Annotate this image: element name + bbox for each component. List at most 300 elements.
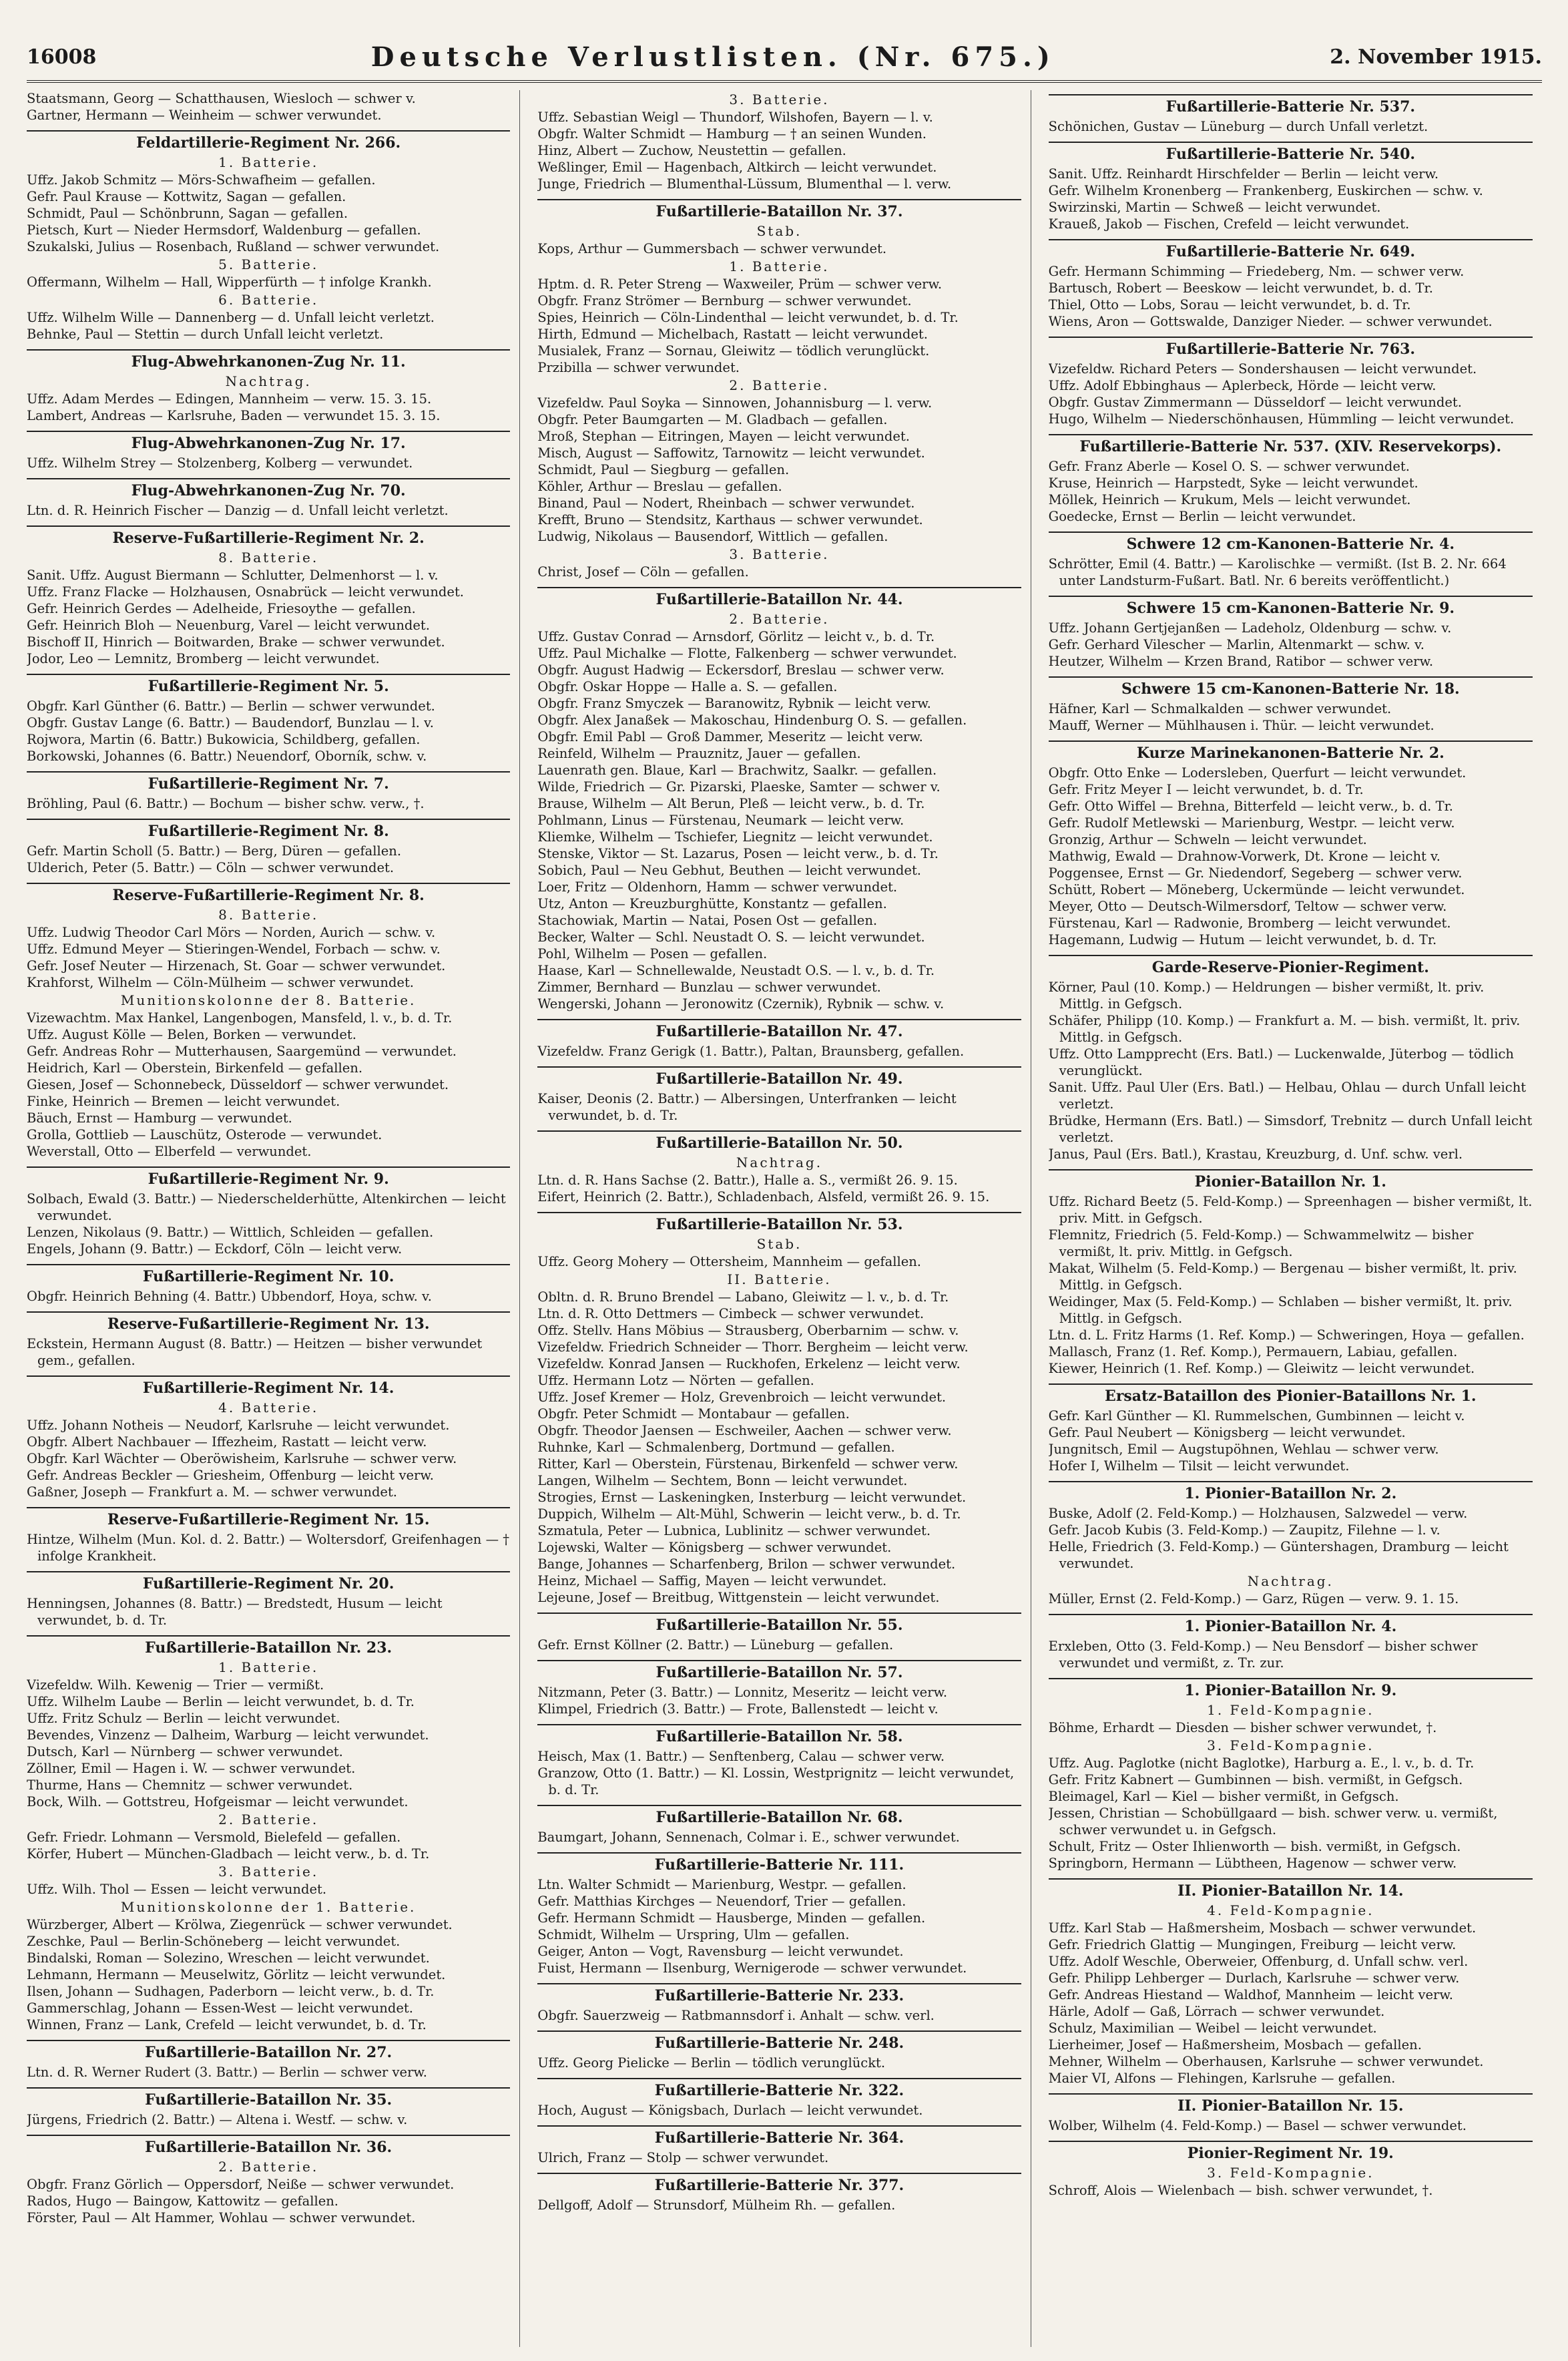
- casualty-entry: Gaßner, Joseph — Frankfurt a. M. — schwer verwundet.: [27, 1484, 397, 1500]
- unit-heading: Flug-Abwehrkanonen-Zug Nr. 17.: [27, 431, 510, 452]
- casualty-entry: Mroß, Stephan — Eitringen, Mayen — leicht verwundet.: [537, 429, 910, 444]
- unit-heading: Pionier-Bataillon Nr. 1.: [1049, 1169, 1533, 1191]
- casualty-entry: Uffz. August Kölle — Belen, Borken — verwundet.: [27, 1027, 356, 1042]
- casualty-entry: Uffz. Wilh. Thol — Essen — leicht verwundet.: [27, 1882, 327, 1897]
- casualty-entry: Körner, Paul (10. Komp.) — Heldrungen — bisher vermißt, lt. priv. Mittlg. in Gefgsch.: [1048, 980, 1485, 1012]
- casualty-entry: Vizefeldw. Wilh. Kewenig — Trier — vermißt.: [27, 1677, 324, 1693]
- casualty-entry: Mallasch, Franz (1. Ref. Komp.), Permauern, Labiau, gefallen.: [1048, 1344, 1458, 1359]
- unit-section: [537, 2078, 1021, 2119]
- unit-heading: Fußartillerie-Regiment Nr. 9.: [27, 1166, 510, 1188]
- casualty-entry: Hoch, August — Königsbach, Durlach — leicht verwundet.: [537, 2103, 923, 2118]
- casualty-entry: Jessen, Christian — Schobüllgaard — bish. schwer verw. u. vermißt, schwer verwundet u. in Gefgsch.: [1048, 1805, 1498, 1838]
- casualty-entry: Hagemann, Ludwig — Hutum — leicht verwundet, b. d. Tr.: [1048, 932, 1437, 947]
- casualty-entry: Gefr. Friedr. Lohmann — Versmold, Bielefeld — gefallen.: [27, 1830, 401, 1845]
- casualty-entry: Sanit. Uffz. August Biermann — Schlutter, Delmenhorst — l. v.: [27, 568, 439, 583]
- page-number: 16008: [27, 45, 97, 69]
- casualty-entry: Ltn. Walter Schmidt — Marienburg, Westpr. — gefallen.: [537, 1877, 906, 1892]
- subunit-heading: II. Batterie.: [727, 1271, 832, 1287]
- casualty-entry: Obgfr. Oskar Hoppe — Halle a. S. — gefallen.: [537, 679, 838, 694]
- unit-section: [537, 1852, 1021, 1976]
- casualty-entry: Ulrich, Franz — Stolp — schwer verwundet.: [537, 2150, 829, 2165]
- casualty-entry: Misch, August — Saffowitz, Tarnowitz — leicht verwundet.: [537, 445, 925, 461]
- casualty-entry: Granzow, Otto (1. Battr.) — Kl. Lossin, Westprignitz — leicht verwundet, b. d. Tr.: [537, 1765, 1015, 1797]
- casualty-entry: Uffz. Johann Notheis — Neudorf, Karlsruhe — leicht verwundet.: [27, 1418, 450, 1433]
- casualty-entry: Utz, Anton — Kreuzburghütte, Konstantz — gefallen.: [537, 896, 887, 911]
- casualty-entry: Ltn. d. R. Otto Dettmers — Cimbeck — schwer verwundet.: [537, 1306, 925, 1321]
- subunit-heading: Munitionskolonne der 8. Batterie.: [120, 992, 417, 1008]
- unit-heading: Fußartillerie-Regiment Nr. 10.: [27, 1264, 510, 1285]
- casualty-entry: Gefr. Gerhard Vilescher — Marlin, Altenmarkt — schw. v.: [1048, 637, 1424, 652]
- casualty-entry: Lierheimer, Josef — Haßmersheim, Mosbach — gefallen.: [1048, 2037, 1422, 2053]
- text-column: [27, 90, 520, 2347]
- unit-heading: Feldartillerie-Regiment Nr. 266.: [27, 130, 510, 152]
- unit-section: [537, 1212, 1021, 1606]
- casualty-entry: Heidrich, Karl — Oberstein, Birkenfeld — gefallen.: [27, 1060, 363, 1076]
- casualty-entry: Meyer, Otto — Deutsch-Wilmersdorf, Teltow — schwer verw.: [1048, 899, 1447, 914]
- casualty-entry: Jungnitsch, Emil — Augstupöhnen, Wehlau — schwer verw.: [1048, 1442, 1439, 1457]
- casualty-entry: Vizewachtm. Max Hankel, Langenbogen, Mansfeld, l. v., b. d. Tr.: [27, 1010, 453, 1026]
- subunit-heading: 1. Batterie.: [218, 1659, 319, 1675]
- newspaper-title: [371, 41, 1055, 73]
- unit-heading: Fußartillerie-Bataillon Nr. 37.: [537, 199, 1021, 220]
- casualty-entry: Kaiser, Deonis (2. Battr.) — Albersingen, Unterfranken — leicht verwundet, b. d. Tr.: [537, 1091, 957, 1123]
- unit-section: [1049, 2093, 1533, 2134]
- casualty-entry: Gefr. Fritz Meyer I — leicht verwundet, b. d. Tr.: [1048, 782, 1364, 797]
- unit-section: [1049, 1678, 1533, 1872]
- unit-section: [1049, 94, 1533, 135]
- casualty-entry: Gefr. Jacob Kubis (3. Feld-Komp.) — Zaupitz, Filehne — l. v.: [1048, 1522, 1441, 1538]
- casualty-entry: Obgfr. Heinrich Behning (4. Battr.) Ubbendorf, Hoya, schw. v.: [27, 1289, 432, 1304]
- casualty-entry: Zeschke, Paul — Berlin-Schöneberg — leicht verwundet.: [27, 1934, 401, 1949]
- unit-section: [1049, 596, 1533, 670]
- casualty-entry: Uffz. Gustav Conrad — Arnsdorf, Görlitz — leicht v., b. d. Tr.: [537, 629, 935, 644]
- unit-heading: Fußartillerie-Batterie Nr. 233.: [537, 1983, 1021, 2004]
- casualty-entry: Uffz. Ludwig Theodor Carl Mörs — Norden, Aurich — schw. v.: [27, 925, 436, 940]
- casualty-entry: Uffz. Hermann Lotz — Nörten — gefallen.: [537, 1373, 814, 1388]
- casualty-entry: Vizefeldw. Richard Peters — Sondershausen — leicht verwundet.: [1048, 361, 1477, 377]
- casualty-entry: Wengerski, Johann — Jeronowitz (Czernik), Rybnik — schw. v.: [537, 996, 945, 1012]
- text-column: [1049, 90, 1542, 2347]
- casualty-entry: Obgfr. August Hadwig — Eckersdorf, Breslau — schwer verw.: [537, 662, 945, 678]
- casualty-entry: Gefr. Josef Neuter — Hirzenach, St. Goar — schwer verwundet.: [27, 958, 446, 974]
- casualty-entry: Uffz. Otto Lampprecht (Ers. Batl.) — Luckenwalde, Jüterbog — tödlich verunglückt.: [1048, 1046, 1514, 1078]
- subunit-heading: 3. Batterie.: [729, 91, 830, 108]
- casualty-entry: Obgfr. Karl Günther (6. Battr.) — Berlin — schwer verwundet.: [27, 698, 435, 714]
- casualty-entry: Schrötter, Emil (4. Battr.) — Karolischke — vermißt. (Ist B. 2. Nr. 664 unter Landsturm-Fußart. Batl. Nr. 6 bereits veröffentlicht.): [1048, 556, 1507, 588]
- unit-heading: Fußartillerie-Bataillon Nr. 57.: [537, 1660, 1021, 1681]
- unit-section: [27, 2040, 510, 2081]
- casualty-entry: Mauff, Werner — Mühlhausen i. Thür. — leicht verwundet.: [1048, 718, 1434, 733]
- subunit-heading: 4. Feld-Kompagnie.: [1207, 1902, 1374, 1918]
- casualty-entry: Gefr. Paul Neubert — Königsberg — leicht verwundet.: [1048, 1425, 1406, 1440]
- unit-section: [27, 883, 510, 1160]
- subunit-heading: 2. Batterie.: [729, 611, 830, 627]
- casualty-entry: Thurme, Hans — Chemnitz — schwer verwundet.: [27, 1777, 353, 1793]
- casualty-entry: Uffz. Edmund Meyer — Stieringen-Wendel, Forbach — schw. v.: [27, 941, 441, 957]
- casualty-entry: Pohlmann, Linus — Fürstenau, Neumark — leicht verw.: [537, 813, 904, 828]
- casualty-entry: Goedecke, Ernst — Berlin — leicht verwundet.: [1048, 509, 1356, 524]
- unit-section: [1049, 676, 1533, 734]
- casualty-entry: Gefr. Philipp Lehberger — Durlach, Karlsruhe — schwer verw.: [1048, 1970, 1460, 1986]
- casualty-entry: Uffz. Wilhelm Strey — Stolzenberg, Kolberg — verwundet.: [27, 455, 413, 471]
- casualty-entry: Winnen, Franz — Lank, Crefeld — leicht verwundet, b. d. Tr.: [27, 2017, 427, 2032]
- unit-section: [1049, 1169, 1533, 1377]
- subunit-heading: 6. Batterie.: [218, 292, 319, 308]
- casualty-entry: Lehmann, Hermann — Meuselwitz, Görlitz — leicht verwundet.: [27, 1967, 446, 1982]
- unit-heading: Fußartillerie-Bataillon Nr. 50.: [537, 1130, 1021, 1152]
- casualty-entry: Obgfr. Gustav Lange (6. Battr.) — Baudendorf, Bunzlau — l. v.: [27, 715, 434, 730]
- casualty-entry: Maier VI, Alfons — Flehingen, Karlsruhe — gefallen.: [1048, 2071, 1396, 2086]
- subunit-heading: Nachtrag.: [1247, 1573, 1334, 1589]
- casualty-entry: Eckstein, Hermann August (8. Battr.) — Heitzen — bisher verwundet gem., gefallen.: [27, 1336, 483, 1368]
- casualty-entry: Obltn. d. R. Bruno Brendel — Labano, Gleiwitz — l. v., b. d. Tr.: [537, 1289, 949, 1305]
- unit-heading: Reserve-Fußartillerie-Regiment Nr. 13.: [27, 1311, 510, 1333]
- unit-section: [1049, 1383, 1533, 1474]
- subunit-heading: 3. Batterie.: [729, 546, 830, 562]
- unit-section: [27, 349, 510, 424]
- unit-section: [1049, 337, 1533, 427]
- unit-section: [537, 1066, 1021, 1124]
- casualty-entry: Geiger, Anton — Vogt, Ravensburg — leicht verwundet.: [537, 1944, 904, 1959]
- subunit-heading: Munitionskolonne der 1. Batterie.: [120, 1899, 417, 1915]
- casualty-entry: Gefr. Rudolf Metlewski — Marienburg, Westpr. — leicht verw.: [1048, 815, 1455, 831]
- unit-section: [537, 91, 1021, 192]
- unit-section: [27, 674, 510, 765]
- casualty-entry: Hirth, Edmund — Michelbach, Rastatt — leicht verwundet.: [537, 327, 928, 342]
- casualty-entry: Obgfr. Franz Smyczek — Baranowitz, Rybnik — leicht verw.: [537, 696, 931, 711]
- casualty-entry: Staatsmann, Georg — Schatthausen, Wiesloch — schwer v.: [27, 91, 416, 106]
- unit-section: [1049, 239, 1533, 330]
- casualty-entry: Uffz. Karl Stab — Haßmersheim, Mosbach — schwer verwundet.: [1048, 1920, 1477, 1936]
- unit-section: [1049, 1614, 1533, 1671]
- casualty-entry: Uffz. Paul Michalke — Flotte, Falkenberg — schwer verwundet.: [537, 646, 957, 661]
- subunit-heading: Nachtrag.: [736, 1154, 823, 1170]
- casualty-entry: Becker, Walter — Schl. Neustadt O. S. — leicht verwundet.: [537, 929, 925, 945]
- subunit-heading: Nachtrag.: [225, 373, 312, 389]
- casualty-entry: Pohl, Wilhelm — Posen — gefallen.: [537, 946, 768, 961]
- subunit-heading: Stab.: [756, 223, 802, 239]
- casualty-entry: Offermann, Wilhelm — Hall, Wipperfürth — † infolge Krankh.: [27, 274, 432, 290]
- casualty-entry: Junge, Friedrich — Blumenthal-Lüssum, Blumenthal — l. verw.: [537, 176, 952, 192]
- casualty-entry: Hugo, Wilhelm — Niederschönhausen, Hümmling — leicht verwundet.: [1048, 411, 1515, 427]
- casualty-entry: Dellgoff, Adolf — Strunsdorf, Mülheim Rh. — gefallen.: [537, 2197, 896, 2213]
- casualty-entry: Uffz. Richard Beetz (5. Feld-Komp.) — Spreenhagen — bisher vermißt, lt. priv. Mitt. in Gefgsch.: [1048, 1194, 1533, 1226]
- casualty-entry: Fürstenau, Karl — Radwonie, Bromberg — leicht verwundet.: [1048, 915, 1451, 931]
- unit-section: [537, 2125, 1021, 2166]
- casualty-entry: Uffz. Adolf Weschle, Oberweier, Offenburg, d. Unfall schw. verl.: [1048, 1954, 1469, 1969]
- casualty-entry: Obgfr. Franz Görlich — Oppersdorf, Neiße — schwer verwundet.: [27, 2177, 455, 2192]
- casualty-entry: Szmatula, Peter — Lubnica, Lublinitz — schwer verwundet.: [537, 1523, 931, 1538]
- subunit-heading: 3. Feld-Kompagnie.: [1207, 2165, 1374, 2181]
- casualty-entry: Uffz. Jakob Schmitz — Mörs-Schwafheim — gefallen.: [27, 172, 376, 188]
- unit-heading: Ersatz-Bataillon des Pionier-Bataillons Nr. 1.: [1049, 1383, 1533, 1405]
- casualty-entry: Bröhling, Paul (6. Battr.) — Bochum — bisher schw. verw., †.: [27, 796, 425, 811]
- casualty-entry: Behnke, Paul — Stettin — durch Unfall leicht verletzt.: [27, 327, 384, 342]
- casualty-entry: Erxleben, Otto (3. Feld-Komp.) — Neu Bensdorf — bisher schwer verwundet und vermißt, z. Tr. zur.: [1048, 1639, 1478, 1671]
- unit-heading: Reserve-Fußartillerie-Regiment Nr. 15.: [27, 1507, 510, 1528]
- casualty-entry: Uffz. Georg Pielicke — Berlin — tödlich verunglückt.: [537, 2055, 886, 2071]
- casualty-entry: Poggensee, Ernst — Gr. Niedendorf, Segeberg — schwer verw.: [1048, 865, 1463, 881]
- unit-heading: Fußartillerie-Batterie Nr. 364.: [537, 2125, 1021, 2147]
- unit-section: [1049, 2141, 1533, 2199]
- unit-heading: Fußartillerie-Bataillon Nr. 55.: [537, 1613, 1021, 1634]
- casualty-entry: Obgfr. Alex Janaßek — Makoschau, Hindenburg O. S. — gefallen.: [537, 712, 967, 728]
- casualty-entry: Uffz. Fritz Schulz — Berlin — leicht verwundet.: [27, 1711, 340, 1726]
- casualty-entry: Mehner, Wilhelm — Oberhausen, Karlsruhe — schwer verwundet.: [1048, 2054, 1484, 2069]
- casualty-entry: Obgfr. Gustav Zimmermann — Düsseldorf — leicht verwundet.: [1048, 395, 1462, 410]
- casualty-entry: Kruse, Heinrich — Harpstedt, Syke — leicht verwundet.: [1048, 475, 1418, 491]
- casualty-entry: Kraueß, Jakob — Fischen, Crefeld — leicht verwundet.: [1048, 216, 1410, 232]
- casualty-entry: Uffz. Adam Merdes — Edingen, Mannheim — verw. 15. 3. 15.: [27, 391, 432, 407]
- casualty-entry: Brause, Wilhelm — Alt Berun, Pleß — leicht verw., b. d. Tr.: [537, 796, 925, 811]
- casualty-entry: Köhler, Arthur — Breslau — gefallen.: [537, 479, 782, 494]
- casualty-entry: Hofer I, Wilhelm — Tilsit — leicht verwundet.: [1048, 1458, 1350, 1474]
- unit-heading: Flug-Abwehrkanonen-Zug Nr. 11.: [27, 349, 510, 371]
- unit-heading: Fußartillerie-Batterie Nr. 537.: [1049, 94, 1533, 116]
- casualty-entry: Schulz, Maximilian — Weibel — leicht verwundet.: [1048, 2020, 1377, 2036]
- unit-heading: Fußartillerie-Batterie Nr. 322.: [537, 2078, 1021, 2099]
- subunit-heading: 4. Batterie.: [218, 1400, 319, 1416]
- casualty-entry: Uffz. Johann Gertjejanßen — Ladeholz, Oldenburg — schw. v.: [1048, 620, 1452, 636]
- casualty-entry: Gefr. Matthias Kirchges — Neuendorf, Trier — gefallen.: [537, 1894, 906, 1909]
- casualty-entry: Uffz. Adolf Ebbinghaus — Aplerbeck, Hörde — leicht verw.: [1048, 378, 1436, 393]
- casualty-entry: Zimmer, Bernhard — Bunzlau — schwer verwundet.: [537, 980, 881, 995]
- casualty-entry: Springborn, Hermann — Lübtheen, Hagenow — schwer verw.: [1048, 1856, 1457, 1871]
- casualty-entry: Uffz. Josef Kremer — Holz, Grevenbroich — leicht verwundet.: [537, 1389, 947, 1405]
- casualty-entry: Weidinger, Max (5. Feld-Komp.) — Schlaben — bisher vermißt, lt. priv. Mittlg. in Gefgsch.: [1048, 1294, 1513, 1326]
- unit-section: [537, 1660, 1021, 1717]
- casualty-entry: Loer, Fritz — Oldenhorn, Hamm — schwer verwundet.: [537, 879, 898, 895]
- unit-heading: Fußartillerie-Batterie Nr. 649.: [1049, 239, 1533, 260]
- casualty-entry: Gefr. Friedrich Glattig — Mungingen, Freiburg — leicht verw.: [1048, 1937, 1457, 1952]
- unit-heading: Fußartillerie-Regiment Nr. 14.: [27, 1375, 510, 1397]
- casualty-entry: Reinfeld, Wilhelm — Prauznitz, Jauer — gefallen.: [537, 746, 861, 761]
- unit-heading: Schwere 12 cm-Kanonen-Batterie Nr. 4.: [1049, 531, 1533, 553]
- casualty-entry: Bischoff II, Hinrich — Boitwarden, Brake — schwer verwundet.: [27, 634, 445, 650]
- casualty-entry: Kiewer, Heinrich (1. Ref. Komp.) — Gleiwitz — leicht verwundet.: [1048, 1361, 1475, 1376]
- subunit-heading: 1. Batterie.: [729, 258, 830, 274]
- subunit-heading: 1. Feld-Kompagnie.: [1207, 1702, 1374, 1718]
- subunit-heading: 2. Batterie.: [218, 1811, 319, 1828]
- casualty-entry: Rados, Hugo — Baingow, Kattowitz — gefallen.: [27, 2193, 338, 2209]
- casualty-entry: Lojewski, Walter — Königsberg — schwer verwundet.: [537, 1540, 892, 1555]
- unit-heading: Kurze Marinekanonen-Batterie Nr. 2.: [1049, 740, 1533, 762]
- unit-section: [27, 1635, 510, 2033]
- unit-heading: Schwere 15 cm-Kanonen-Batterie Nr. 18.: [1049, 676, 1533, 698]
- unit-section: [537, 1805, 1021, 1846]
- casualty-entry: Gefr. Martin Scholl (5. Battr.) — Berg, Düren — gefallen.: [27, 843, 402, 859]
- unit-heading: Fußartillerie-Bataillon Nr. 53.: [537, 1212, 1021, 1233]
- casualty-entry: Hinz, Albert — Zuchow, Neustettin — gefallen.: [537, 143, 846, 158]
- subunit-heading: 1. Batterie.: [218, 154, 319, 170]
- casualty-entry: Spies, Heinrich — Cöln-Lindenthal — leicht verwundet, b. d. Tr.: [537, 310, 959, 325]
- casualty-entry: Obgfr. Peter Baumgarten — M. Gladbach — gefallen.: [537, 412, 888, 427]
- unit-heading: Fußartillerie-Bataillon Nr. 44.: [537, 587, 1021, 608]
- casualty-entry: Schmidt, Wilhelm — Urspring, Ulm — gefallen.: [537, 1927, 850, 1942]
- casualty-entry: Ltn. d. R. Werner Rudert (3. Battr.) — Berlin — schwer verw.: [27, 2065, 427, 2080]
- casualty-entry: Borkowski, Johannes (6. Battr.) Neuendorf, Oborník, schw. v.: [27, 748, 427, 764]
- unit-heading: 1. Pionier-Bataillon Nr. 2.: [1049, 1481, 1533, 1502]
- casualty-entry: Bock, Wilh. — Gottstreu, Hofgeismar — leicht verwundet.: [27, 1794, 409, 1809]
- casualty-entry: Dutsch, Karl — Nürnberg — schwer verwundet.: [27, 1744, 343, 1759]
- unit-section: [27, 2087, 510, 2128]
- casualty-entry: Lenzen, Nikolaus (9. Battr.) — Wittlich, Schleiden — gefallen.: [27, 1225, 434, 1240]
- text-column: [537, 90, 1031, 2347]
- unit-section: [27, 1264, 510, 1305]
- subunit-heading: 8. Batterie.: [218, 550, 319, 566]
- unit-heading: Fußartillerie-Bataillon Nr. 36.: [27, 2135, 510, 2156]
- unit-heading: Fußartillerie-Batterie Nr. 763.: [1049, 337, 1533, 358]
- casualty-entry: Gefr. Karl Günther — Kl. Rummelschen, Gumbinnen — leicht v.: [1048, 1408, 1465, 1424]
- unit-heading: Fußartillerie-Batterie Nr. 537. (XIV. Reservekorps).: [1049, 434, 1533, 455]
- subunit-heading: 2. Batterie.: [729, 377, 830, 393]
- unit-section: [537, 1019, 1021, 1060]
- casualty-entry: Gefr. Franz Aberle — Kosel O. S. — schwer verwundet.: [1048, 459, 1410, 474]
- casualty-entry: Bange, Johannes — Scharfenberg, Brilon — schwer verwundet.: [537, 1556, 956, 1572]
- casualty-entry: Ltn. d. R. Heinrich Fischer — Danzig — d. Unfall leicht verletzt.: [27, 503, 449, 518]
- casualty-entry: Förster, Paul — Alt Hammer, Wohlau — schwer verwundet.: [27, 2210, 416, 2225]
- casualty-entry: Schroff, Alois — Wielenbach — bish. schwer verwundet, †.: [1048, 2183, 1433, 2198]
- casualty-entry: Bäuch, Ernst — Hamburg — verwundet.: [27, 1110, 292, 1126]
- casualty-entry: Stenske, Viktor — St. Lazarus, Posen — leicht verw., b. d. Tr.: [537, 846, 939, 861]
- casualty-entry: Ilsen, Johann — Sudhagen, Paderborn — leicht verw., b. d. Tr.: [27, 1984, 435, 1999]
- casualty-entry: Gefr. Ernst Köllner (2. Battr.) — Lüneburg — gefallen.: [537, 1637, 894, 1653]
- casualty-entry: Musialek, Franz — Sornau, Gleiwitz — tödlich verunglückt.: [537, 343, 930, 359]
- unit-section: [1049, 1878, 1533, 2087]
- unit-heading: Fußartillerie-Batterie Nr. 111.: [537, 1852, 1021, 1874]
- casualty-entry: Uffz. Sebastian Weigl — Thundorf, Wilshofen, Bayern — l. v.: [537, 110, 933, 125]
- casualty-entry: Baumgart, Johann, Sennenach, Colmar i. E., schwer verwundet.: [537, 1830, 960, 1845]
- casualty-entry: Ulderich, Peter (5. Battr.) — Cöln — schwer verwundet.: [27, 860, 395, 875]
- casualty-entry: Rojwora, Martin (6. Battr.) Bukowicia, Schildberg, gefallen.: [27, 732, 421, 747]
- unit-heading: Fußartillerie-Bataillon Nr. 27.: [27, 2040, 510, 2061]
- casualty-entry: Christ, Josef — Cöln — gefallen.: [537, 564, 749, 580]
- subunit-heading: 2. Batterie.: [218, 2159, 319, 2175]
- unit-heading: 1. Pionier-Bataillon Nr. 9.: [1049, 1678, 1533, 1699]
- casualty-entry: Bleimagel, Karl — Kiel — bisher vermißt, in Gefgsch.: [1048, 1789, 1399, 1804]
- casualty-entry: Mathwig, Ewald — Drahnow-Vorwerk, Dt. Krone — leicht v.: [1048, 849, 1441, 864]
- casualty-entry: Bindalski, Roman — Solezino, Wreschen — leicht verwundet.: [27, 1950, 430, 1966]
- unit-section: [27, 1375, 510, 1500]
- casualty-entry: Lambert, Andreas — Karlsruhe, Baden — verwundet 15. 3. 15.: [27, 408, 441, 423]
- unit-section: [537, 2030, 1021, 2071]
- unit-heading: 1. Pionier-Bataillon Nr. 4.: [1049, 1614, 1533, 1635]
- casualty-entry: Ritter, Karl — Oberstein, Fürstenau, Birkenfeld — schwer verw.: [537, 1456, 959, 1472]
- casualty-entry: Uffz. Aug. Paglotke (nicht Baglotke), Harburg a. E., l. v., b. d. Tr.: [1048, 1755, 1475, 1771]
- casualty-entry: Körfer, Hubert — München-Gladbach — leicht verw., b. d. Tr.: [27, 1846, 430, 1862]
- casualty-entry: Vizefeldw. Franz Gerigk (1. Battr.), Paltan, Braunsberg, gefallen.: [537, 1044, 965, 1059]
- casualty-entry: Schönichen, Gustav — Lüneburg — durch Unfall verletzt.: [1048, 119, 1428, 134]
- casualty-entry: Gefr. Andreas Hiestand — Waldhof, Mannheim — leicht verw.: [1048, 1987, 1453, 2002]
- casualty-entry: Ludwig, Nikolaus — Bausendorf, Wittlich — gefallen.: [537, 529, 888, 544]
- subunit-heading: 8. Batterie.: [218, 907, 319, 923]
- unit-heading: Schwere 15 cm-Kanonen-Batterie Nr. 9.: [1049, 596, 1533, 617]
- unit-section: [537, 1130, 1021, 1205]
- casualty-entry: Nitzmann, Peter (3. Battr.) — Lonnitz, Meseritz — leicht verw.: [537, 1685, 948, 1700]
- unit-section: [537, 2173, 1021, 2213]
- unit-section: [27, 2135, 510, 2226]
- casualty-entry: Schmidt, Paul — Siegburg — gefallen.: [537, 462, 790, 477]
- unit-heading: Fußartillerie-Bataillon Nr. 58.: [537, 1724, 1021, 1745]
- casualty-entry: Obgfr. Emil Pabl — Groß Dammer, Meseritz — leicht verw.: [537, 729, 923, 744]
- unit-heading: Fußartillerie-Batterie Nr. 377.: [537, 2173, 1021, 2194]
- casualty-entry: Uffz. Franz Flacke — Holzhausen, Osnabrück — leicht verwundet.: [27, 584, 464, 600]
- casualty-entry: Müller, Ernst (2. Feld-Komp.) — Garz, Rügen — verw. 9. 1. 15.: [1048, 1591, 1459, 1606]
- casualty-entry: Stachowiak, Martin — Natai, Posen Ost — gefallen.: [537, 913, 878, 928]
- unit-heading: Fußartillerie-Bataillon Nr. 47.: [537, 1019, 1021, 1040]
- unit-heading: Pionier-Regiment Nr. 19.: [1049, 2141, 1533, 2162]
- unit-section: [537, 1983, 1021, 2024]
- casualty-entry: Ltn. d. R. Hans Sachse (2. Battr.), Halle a. S., vermißt 26. 9. 15.: [537, 1172, 958, 1188]
- casualty-entry: Langen, Wilhelm — Sechtem, Bonn — leicht verwundet.: [537, 1473, 908, 1488]
- casualty-entry: Finke, Heinrich — Bremen — leicht verwundet.: [27, 1094, 340, 1109]
- casualty-entry: Heisch, Max (1. Battr.) — Senftenberg, Calau — schwer verw.: [537, 1749, 945, 1764]
- title-text: Deutsche Verlustlisten.: [370, 41, 842, 73]
- casualty-entry: Obgfr. Sauerzweig — Ratbmannsdorf i. Anhalt — schw. verl.: [537, 2008, 935, 2023]
- casualty-entry: Giesen, Josef — Schonnebeck, Düsseldorf — schwer verwundet.: [27, 1077, 449, 1092]
- casualty-entry: Flemnitz, Friedrich (5. Feld-Komp.) — Schwammelwitz — bisher vermißt, lt. priv. Mittlg. in Gefgsch.: [1048, 1227, 1474, 1259]
- casualty-entry: Obgfr. Franz Strömer — Bernburg — schwer verwundet.: [537, 293, 912, 308]
- casualty-entry: Obgfr. Otto Enke — Lodersleben, Querfurt — leicht verwundet.: [1048, 765, 1467, 781]
- casualty-entry: Gefr. Otto Wiffel — Brehna, Bitterfeld — leicht verw., b. d. Tr.: [1048, 799, 1453, 814]
- casualty-entry: Buske, Adolf (2. Feld-Komp.) — Holzhausen, Salzwedel — verw.: [1048, 1506, 1468, 1521]
- casualty-entry: Böhme, Erhardt — Diesden — bisher schwer verwundet, †.: [1048, 1720, 1437, 1735]
- casualty-entry: Duppich, Wilhelm — Alt-Mühl, Schwerin — leicht verw., b. d. Tr.: [537, 1506, 961, 1522]
- casualty-entry: Pietsch, Kurt — Nieder Hermsdorf, Waldenburg — gefallen.: [27, 222, 421, 238]
- subunit-heading: 3. Batterie.: [218, 1864, 319, 1880]
- unit-heading: II. Pionier-Bataillon Nr. 14.: [1049, 1878, 1533, 1900]
- unit-section: [1049, 531, 1533, 589]
- casualty-entry: Gartner, Hermann — Weinheim — schwer verwundet.: [27, 108, 382, 123]
- casualty-entry: Gefr. Heinrich Bloh — Neuenburg, Varel — leicht verwundet.: [27, 618, 430, 633]
- casualty-entry: Uffz. Wilhelm Wille — Dannenberg — d. Unfall leicht verletzt.: [27, 310, 435, 325]
- unit-section: [1049, 955, 1533, 1162]
- casualty-entry: Eifert, Heinrich (2. Battr.), Schladenbach, Alsfeld, vermißt 26. 9. 15.: [537, 1189, 990, 1205]
- subunit-heading: 3. Feld-Kompagnie.: [1207, 1737, 1374, 1753]
- unit-heading: Fußartillerie-Regiment Nr. 8.: [27, 819, 510, 840]
- subunit-heading: 5. Batterie.: [218, 256, 319, 272]
- unit-section: [1049, 142, 1533, 232]
- casualty-entry: Häfner, Karl — Schmalkalden — schwer verwundet.: [1048, 701, 1392, 716]
- casualty-entry: Uffz. Wilhelm Laube — Berlin — leicht verwundet, b. d. Tr.: [27, 1694, 415, 1709]
- casualty-entry: Kliemke, Wilhelm — Tschiefer, Liegnitz — leicht verwundet.: [537, 829, 933, 845]
- casualty-entry: Solbach, Ewald (3. Battr.) — Niederschelderhütte, Altenkirchen — leicht verwundet.: [27, 1191, 506, 1223]
- unit-section: [27, 1507, 510, 1564]
- casualty-entry: Obgfr. Walter Schmidt — Hamburg — † an seinen Wunden.: [537, 126, 927, 142]
- casualty-entry: Grolla, Gottlieb — Lauschütz, Osterode — verwundet.: [27, 1127, 382, 1142]
- casualty-entry: Weßlinger, Emil — Hagenbach, Altkirch — leicht verwundet.: [537, 160, 937, 175]
- casualty-entry: Gefr. Andreas Beckler — Griesheim, Offenburg — leicht verw.: [27, 1468, 434, 1483]
- casualty-entry: Krefft, Bruno — Stendsitz, Karthaus — schwer verwundet.: [537, 512, 923, 527]
- casualty-entry: Fuist, Hermann — Ilsenburg, Wernigerode — schwer verwundet.: [537, 1960, 967, 1976]
- unit-heading: Fußartillerie-Bataillon Nr. 35.: [27, 2087, 510, 2109]
- casualty-entry: Schmidt, Paul — Schönbrunn, Sagan — gefallen.: [27, 206, 348, 221]
- casualty-entry: Helle, Friedrich (3. Feld-Komp.) — Güntershagen, Dramburg — leicht verwundet.: [1048, 1539, 1509, 1571]
- casualty-entry: Offz. Stellv. Hans Möbius — Strausberg, Oberbarnim — schw. v.: [537, 1323, 959, 1338]
- unit-heading: Fußartillerie-Regiment Nr. 5.: [27, 674, 510, 695]
- casualty-entry: Kops, Arthur — Gummersbach — schwer verwundet.: [537, 241, 887, 256]
- subunit-heading: Stab.: [756, 1236, 802, 1252]
- casualty-entry: Lejeune, Josef — Breitbug, Wittgenstein — leicht verwundet.: [537, 1590, 940, 1605]
- unit-section: [27, 1571, 510, 1629]
- casualty-entry: Ruhnke, Karl — Schmalenberg, Dortmund — gefallen.: [537, 1440, 895, 1455]
- unit-heading: Fußartillerie-Bataillon Nr. 23.: [27, 1635, 510, 1657]
- casualty-entry: Bartusch, Robert — Beeskow — leicht verwundet, b. d. Tr.: [1048, 280, 1433, 296]
- unit-heading: Fußartillerie-Batterie Nr. 540.: [1049, 142, 1533, 163]
- issue-date: 2. November 1915.: [1330, 45, 1542, 69]
- casualty-entry: Obgfr. Theodor Jaensen — Eschweiler, Aachen — schwer verw.: [537, 1423, 952, 1438]
- unit-section: [537, 199, 1021, 580]
